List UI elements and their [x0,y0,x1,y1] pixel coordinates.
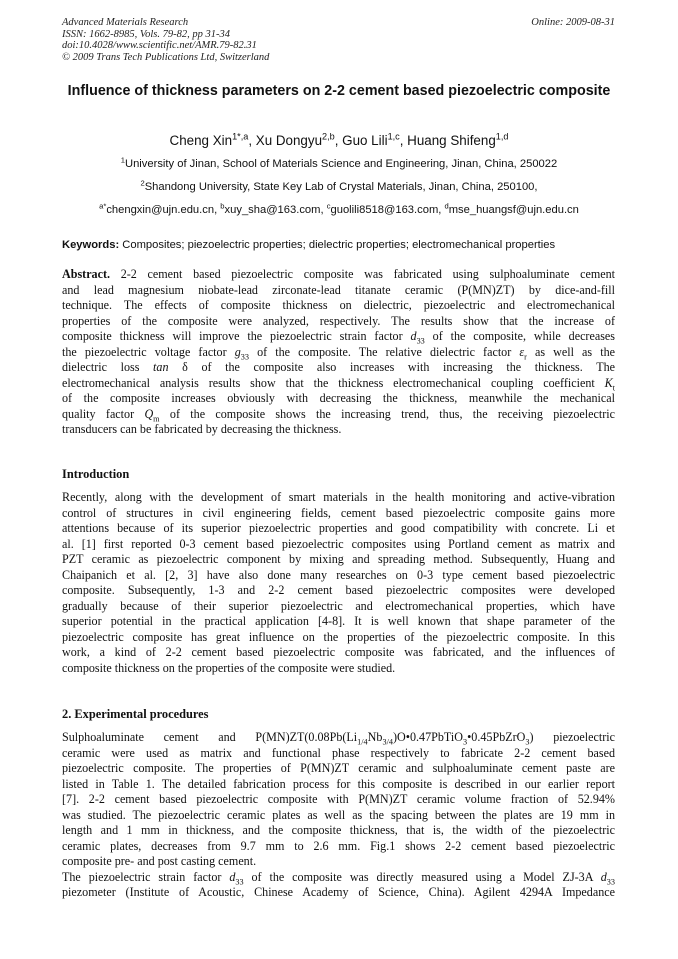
exp-text: of the composite was directly measured using a Model ZJ-3A [243,869,601,884]
email-sup: a* [99,201,107,211]
issn-line: ISSN: 1662-8985, Vols. 79-82, pp 31-34 [62,28,230,40]
intro-line: superior potential in the practical application [4-8]. It is well known that shape parameter of the [62,614,615,628]
abstract-text: dielectric loss [62,360,154,374]
intro-line: attentions because of its superior piezoelectric properties and good compatibility with concrete. Li et [62,521,615,535]
affiliation-2 [30,180,648,194]
email-link[interactable]: mse_huangsf@ujn.edu.cn [448,204,579,216]
keywords-text: Composites; piezoelectric properties; dielectric properties; electromechanical properties [119,239,556,251]
exp-line: length and 1 mm in thickness, and the composite thickness, that is, the width of the piezoelectric [62,823,615,837]
affiliation-sup: 2 [140,178,145,188]
symbol-kt: K [604,375,613,390]
intro-line: al. [1] first reported 0-3 cement based piezoelectric composites using Portland cement as matrix and [62,536,615,551]
exp-text: )O•0.47PbTiO [392,730,463,744]
abstract-line: of the composite increases obviously with decreasing the thickness, meanwhile the mechanical [62,391,615,405]
author-name: Huang Shifeng [407,133,496,148]
keywords-label: Keywords: [62,239,120,251]
intro-line: control of structures in civil engineering fields, cement based piezoelectric composite gains more [62,505,615,520]
exp-line: piezoelectric composite. The properties of P(MN)ZT ceramic and sulphoaluminate cement paste are [62,761,615,775]
formula-sub: 1/4 [357,737,368,747]
exp-line: ceramic plates, decreases from 9.7 mm to 2.6 mm. Fig.1 shows 2-2 cement based piezoelectric [62,838,615,853]
abstract-line [62,360,615,376]
symbol-d33: d [600,869,607,884]
symbol-sub: 33 [240,351,249,361]
author-name: Guo Lili [342,133,388,148]
intro-line: PZT ceramic as piezoelectric component by mixing and spreading method. Subsequently, Huang and [62,552,615,566]
copyright-line: © 2009 Trans Tech Publications Ltd, Switzerland [62,51,270,63]
email-sup: b [220,201,225,211]
introduction-body [62,490,615,676]
symbol-epsilon: ε [519,344,525,359]
exp-line: composite pre- and post casting cement. [62,854,257,868]
author-sep: , [399,133,408,148]
section-heading-introduction: Introduction [62,467,130,481]
formula-sub: 3 [525,737,530,747]
exp-text: Sulphoaluminate cement and P(MN)ZT(0.08Pb(Li [62,730,358,744]
abstract-line [62,345,615,361]
exp-line: ceramic were used as matrix and functional phase respectively to fabricate 2-2 cement based [62,745,615,760]
exp-text: Nb [367,730,383,744]
abstract-line [62,376,615,392]
symbol-sub: 33 [416,336,425,346]
exp-line: was studied. The piezoelectric ceramic plates as well as the spacing between the plates are 19 mm in [62,807,615,822]
abstract-line: transducers can be fabricated by decreasing the thickness. [62,422,342,436]
author-sup: 2,b [322,131,335,142]
intro-line: composite thickness on the properties of the composite were studied. [62,660,396,675]
intro-line: Chaipanich et al. [2, 3] have also done many researches on 0-3 type cement based piezoelectric [62,567,615,582]
abstract-text: quality factor [62,406,145,421]
symbol-g33: g [234,344,241,359]
affiliation-text: University of Jinan, School of Materials Science and Engineering, Jinan, China, 250022 [125,158,558,170]
exp-text: •0.45PbZrO [467,730,526,744]
email-link[interactable]: chengxin@ujn.edu.cn, [106,204,221,216]
symbol-sub: t [612,382,615,392]
exp-text: ) piezoelectric [529,730,615,744]
author-sup: 1,c [387,131,400,142]
author-name: Cheng Xin [169,133,233,148]
abstract-line [62,329,615,345]
email-sup: c [326,201,331,211]
abstract-text: the piezoelectric voltage factor [62,344,235,359]
abstract-text: composite thickness will improve the piezoelectric strain factor [62,329,411,343]
paper-title: Influence of thickness parameters on 2-2 cement based piezoelectric composite [67,83,611,99]
symbol-sub: 33 [235,876,244,886]
formula-sub: 3 [462,737,468,747]
symbol-d33: d [229,869,236,884]
email-sup: d [444,201,449,211]
symbol-sub: m [153,413,160,423]
author-sup: 1*,a [232,131,249,142]
exp-line [62,730,615,746]
author-sep: , [334,133,343,148]
author-sep: , [248,133,256,148]
abstract-text: of the composite, while decreases [424,329,615,343]
journal-header [62,17,269,63]
intro-line: composite. Subsequently, 1-3 and 2-2 cement based piezoelectric composites were developed [62,583,615,597]
author-name: Xu Dongyu [255,133,323,148]
symbol-sub: 33 [606,876,615,886]
formula-sub: 3/4 [382,737,393,747]
exp-line: [7]. 2-2 cement based piezoelectric composite with P(MN)ZT ceramic volume fraction of 52.94% [62,792,615,806]
journal-name: Advanced Materials Research [62,17,189,28]
intro-line: work, a kind of 2-2 cement based piezoelectric composite was fabricated, and the influences of [62,645,615,659]
abstract-text: 2-2 cement based piezoelectric composite was fabricated using sulphoaluminate cement [110,267,615,281]
symbol-d33: d [410,329,417,343]
symbol-qm: Q [144,406,154,421]
symbol-tan: tan [153,360,169,374]
affiliation-sup: 1 [120,155,125,165]
intro-line: piezoelectric composite has great influence on the properties of the piezoelectric composite. In this [62,629,615,644]
email-link[interactable]: xuy_sha@163.com, [224,204,327,216]
abstract-text: electromechanical analysis results show that the thickness electromechanical coupling coefficient [62,375,605,390]
abstract-line: and lead magnesium niobate-lead zirconate-lead titanate ceramic (P(MN)ZT) by dice-and-fill [62,282,615,297]
author-sup: 1,d [495,131,509,142]
abstract-label: Abstract. [62,267,111,281]
symbol-sub: r [524,351,527,361]
section-heading-experimental: 2. Experimental procedures [62,707,209,721]
intro-line: Recently, along with the development of smart materials in the health monitoring and active-vibration [62,490,615,504]
exp-line: listed in Table 1. The detailed fabrication process for this composite is described in our earlier report [62,776,615,791]
email-list [30,203,648,217]
abstract-line: properties of the composite were analyzed, respectively. The results show that the increase of [62,313,615,328]
exp-line [62,870,615,886]
email-link[interactable]: guolili8518@163.com, [330,204,445,216]
exp-text: The piezoelectric strain factor [62,869,230,884]
exp-line: piezometer (Institute of Acoustic, Chinese Academy of Science, China). Agilent 4294A Impedance [62,885,615,899]
affiliation-1 [30,157,648,171]
abstract-text: δ of the composite also increases with increasing the thickness. The [168,360,615,374]
abstract-text: of the composite. The relative dielectric factor [248,344,520,359]
abstract-text: of the composite shows the increasing trend, thus, the receiving piezoelectric [159,406,615,421]
affiliation-text: Shandong University, State Key Lab of Crystal Materials, Jinan, China, 250100, [144,181,538,193]
abstract [62,267,615,438]
intro-line: gradually because of their superior piezoelectric and electromechanical properties, which have [62,598,615,613]
abstract-text: as well as the [526,344,615,359]
author-list [40,132,638,150]
doi-line[interactable]: doi:10.4028/www.scientific.net/AMR.79-82.31 [62,40,257,52]
abstract-line [62,407,615,423]
abstract-line [62,267,615,283]
online-date: Online: 2009-08-31 [531,17,615,28]
keywords [62,238,618,252]
experimental-body [62,730,615,901]
abstract-line: technique. The effects of composite thickness on dielectric, piezoelectric and electromechanical [62,298,615,312]
